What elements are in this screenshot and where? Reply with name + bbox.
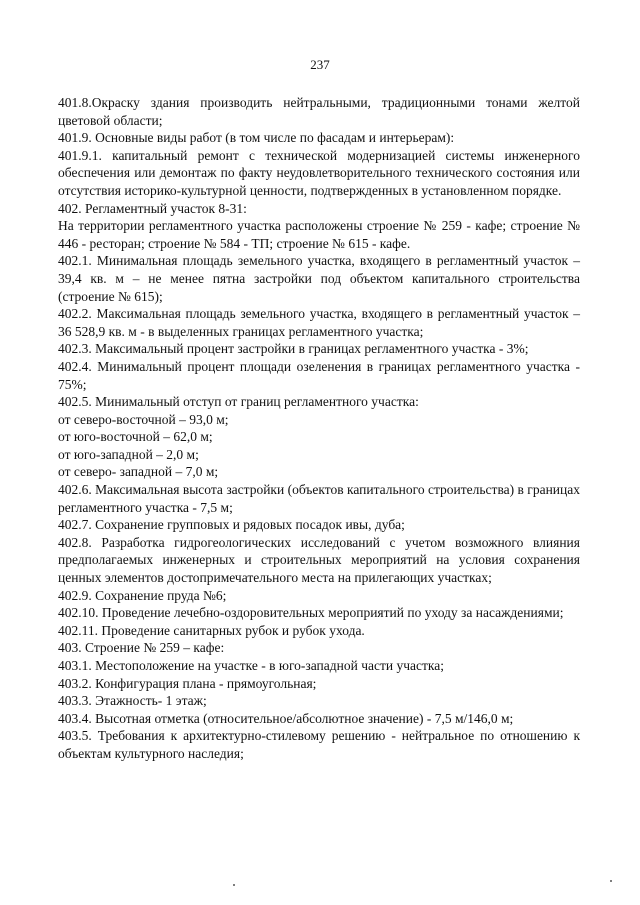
paragraph-403-5: 403.5. Требования к архитектурно-стилевому решению - нейтральное по отношению к объектам культурного наследия; <box>58 728 580 761</box>
paragraph-401-9-1: 401.9.1. капитальный ремонт с технической модернизацией системы инженерного обеспечения или демонтаж по факту неудовлетворительного технического состояния или отсутствия историко-культурной ценности, подтвержденных в установленном порядке. <box>58 147 580 198</box>
setback-southeast: от юго-восточной – 62,0 м; <box>58 429 213 445</box>
paragraph-402-3: 402.3. Максимальный процент застройки в границах регламентного участка - 3%; <box>58 341 529 357</box>
setback-northwest: от северо- западной – 7,0 м; <box>58 464 219 480</box>
paragraph-402-11: 402.11. Проведение санитарных рубок и рубок ухода. <box>58 622 365 638</box>
paragraph-402-buildings: На территории регламентного участка расположены строение № 259 - кафе; строение № 446 - ресторан; строение № 584 - ТП; строение № 615 - кафе. <box>58 218 580 251</box>
paragraph-402-5: 402.5. Минимальный отступ от границ регламентного участка: <box>58 394 419 410</box>
paragraph-402: 402. Регламентный участок 8-31: <box>58 200 247 216</box>
document-body <box>58 94 580 763</box>
scan-speck <box>610 880 612 882</box>
paragraph-401-8: 401.8.Окраску здания производить нейтральными, традиционными тонами желтой цветовой области; <box>58 95 580 128</box>
paragraph-401-9: 401.9. Основные виды работ (в том числе по фасадам и интерьерам): <box>58 130 455 146</box>
setback-southwest: от юго-западной – 2,0 м; <box>58 446 199 462</box>
paragraph-402-7: 402.7. Сохранение групповых и рядовых посадок ивы, дуба; <box>58 517 405 533</box>
page-number: 237 <box>310 57 330 72</box>
paragraph-403-3: 403.3. Этажность- 1 этаж; <box>58 693 207 709</box>
paragraph-402-6: 402.6. Максимальная высота застройки (объектов капитального строительства) в границах регламентного участка - 7,5 м; <box>58 482 580 515</box>
paragraph-403-4: 403.4. Высотная отметка (относительное/абсолютное значение) - 7,5 м/146,0 м; <box>58 710 514 726</box>
paragraph-402-10: 402.10. Проведение лечебно-оздоровительных мероприятий по уходу за насаждениями; <box>58 605 564 621</box>
setback-northeast: от северо-восточной – 93,0 м; <box>58 411 229 427</box>
paragraph-403: 403. Строение № 259 – кафе: <box>58 640 225 656</box>
paragraph-403-2: 403.2. Конфигурация плана - прямоугольная; <box>58 675 317 691</box>
paragraph-402-4: 402.4. Минимальный процент площади озеленения в границах регламентного участка - 75%; <box>58 358 580 392</box>
paragraph-402-8: 402.8. Разработка гидрогеологических исследований с учетом возможного влияния предполагаемых инженерных и строительных мероприятий на условия сохранения ценных элементов достопримечательного места на прилегающих участках; <box>58 534 580 586</box>
paragraph-402-2: 402.2. Максимальная площадь земельного участка, входящего в регламентный участок – 36 528,9 кв. м - в выделенных границах регламентного участка; <box>58 306 580 339</box>
scan-speck <box>233 884 235 886</box>
paragraph-403-1: 403.1. Местоположение на участке - в юго-западной части участка; <box>58 658 445 673</box>
paragraph-402-1: 402.1. Минимальная площадь земельного участка, входящего в регламентный участок – 39,4 кв. м – не менее пятна застройки под объектом капитального строительства (строение № 615); <box>58 253 580 304</box>
paragraph-402-9: 402.9. Сохранение пруда №6; <box>58 587 227 603</box>
